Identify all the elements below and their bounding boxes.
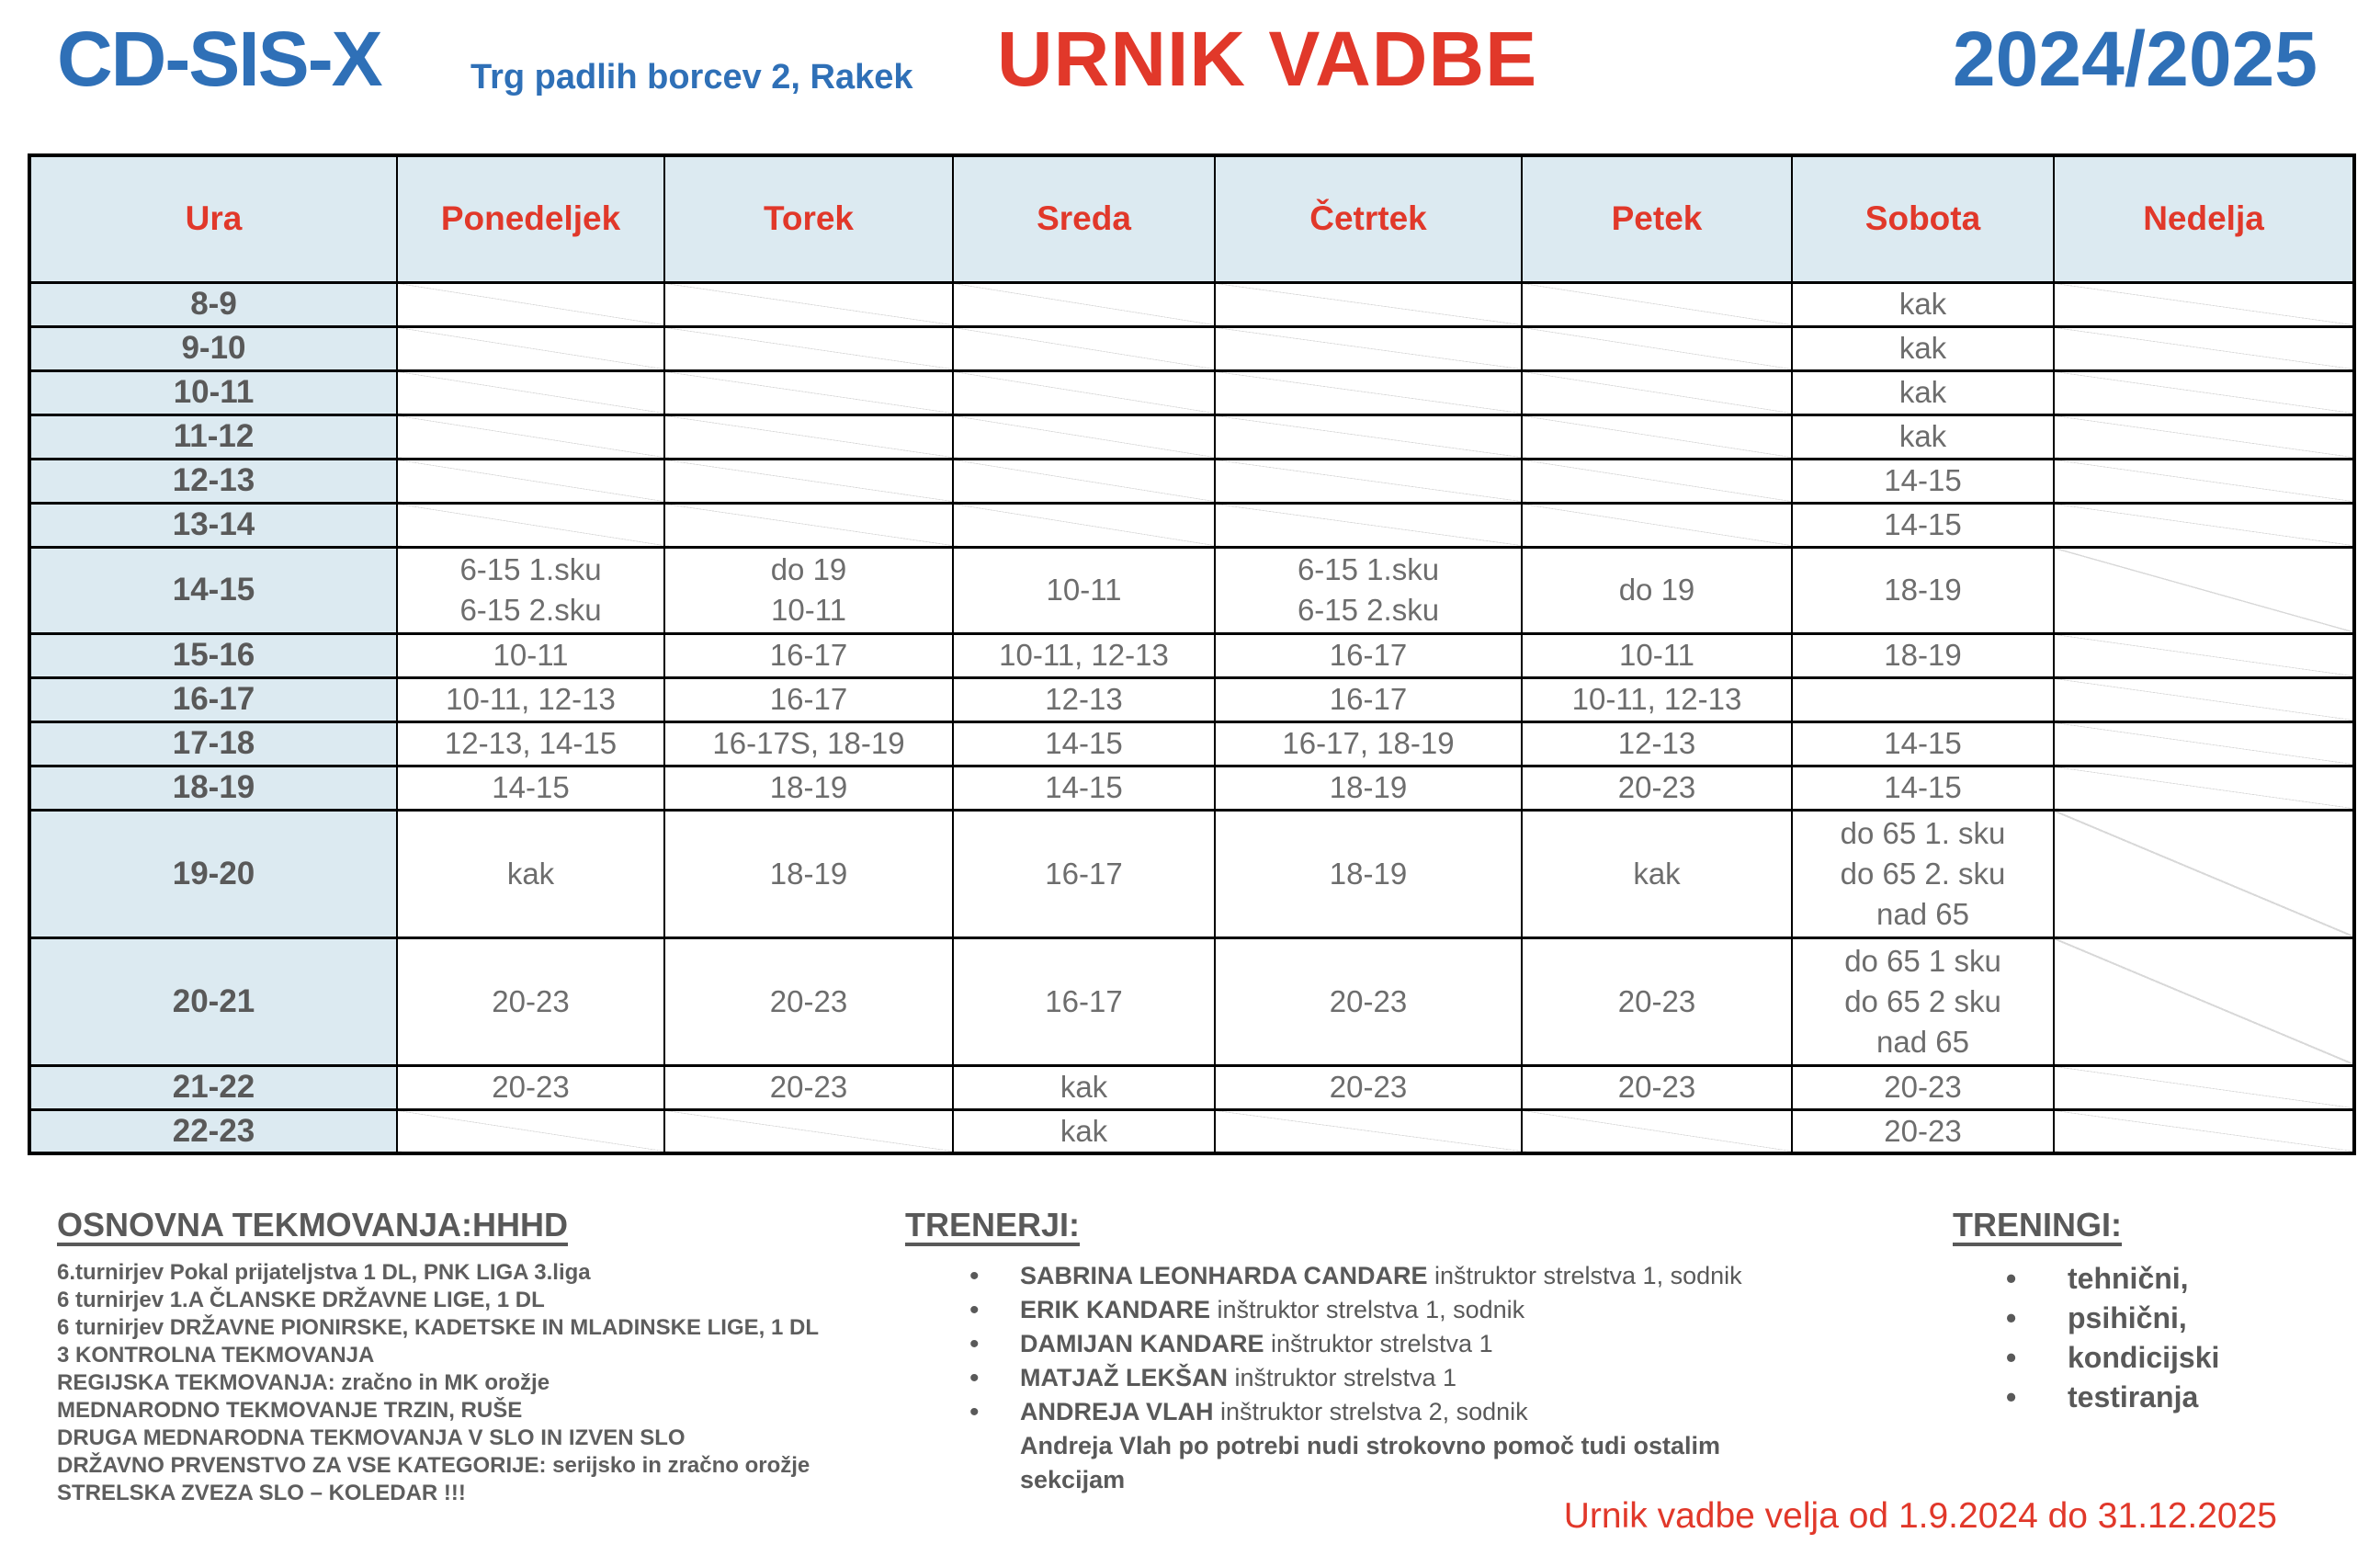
schedule-cell-line: 12-13: [1617, 726, 1696, 760]
schedule-cell: [2054, 937, 2354, 1065]
schedule-cell-line: 18-19: [1884, 573, 1962, 607]
schedule-cell: [1792, 370, 2054, 414]
schedule-cell: [1522, 459, 1792, 503]
schedule-header-row: [29, 155, 2354, 282]
schedule-row: [29, 282, 2354, 326]
schedule-cell-line: 14-15: [1884, 463, 1962, 497]
schedule-cell: [664, 326, 953, 370]
time-label: 18-19: [29, 766, 397, 810]
schedule-cell-line: do 19: [770, 552, 847, 586]
trainer-item: [905, 1293, 1925, 1327]
competitions-section: [57, 1206, 902, 1507]
schedule-cell: [1792, 282, 2054, 326]
schedule-cell: [664, 1109, 953, 1153]
schedule-row: [29, 677, 2354, 721]
schedule-cell-line: nad 65: [1876, 896, 1969, 931]
time-label: 11-12: [29, 414, 397, 459]
day-header: Sobota: [1792, 155, 2054, 282]
training-item: • psihični,: [1953, 1299, 2348, 1338]
schedule-cell: [1522, 677, 1792, 721]
time-label: 20-21: [29, 937, 397, 1065]
schedule-body: [29, 282, 2354, 1153]
time-label: 21-22: [29, 1065, 397, 1109]
schedule-row: [29, 459, 2354, 503]
schedule-cell: [953, 503, 1215, 547]
schedule-cell: [1792, 1109, 2054, 1153]
schedule-cell-line: 10-11, 12-13: [1571, 682, 1742, 716]
schedule-row: [29, 810, 2354, 937]
schedule-cell-line: kak: [1060, 1113, 1108, 1148]
schedule-cell: [1792, 326, 2054, 370]
schedule-cell-line: 20-23: [769, 1070, 848, 1104]
time-label: 22-23: [29, 1109, 397, 1153]
schedule-cell: [1522, 503, 1792, 547]
schedule-cell: [1522, 766, 1792, 810]
trainer-role: inštruktor strelstva 1, sodnik: [1217, 1296, 1525, 1323]
schedule-cell: [664, 633, 953, 677]
schedule-cell: [2054, 633, 2354, 677]
schedule-cell-line: do 65 1 sku: [1844, 943, 2001, 978]
time-label: 14-15: [29, 547, 397, 633]
trainers-heading: TRENERJI:: [905, 1206, 1081, 1243]
schedule-cell-line: 18-19: [1884, 638, 1962, 672]
schedule-cell: [664, 547, 953, 633]
schedule-cell: [397, 721, 664, 766]
schedule-cell-line: 20-23: [1617, 983, 1696, 1018]
schedule-cell-line: 20-23: [1884, 1113, 1962, 1148]
day-header: Petek: [1522, 155, 1792, 282]
schedule-cell-line: 16-17: [769, 682, 848, 716]
trainings-list: [1953, 1259, 2348, 1417]
competition-item: DRŽAVNO PRVENSTVO ZA VSE KATEGORIJE: serijsko in zračno orožje: [57, 1453, 810, 1478]
schedule-cell-line: kak: [1898, 287, 1947, 321]
schedule-cell: [1792, 547, 2054, 633]
schedule-cell-line: 16-17: [1045, 983, 1123, 1018]
schedule-cell: [1215, 677, 1522, 721]
trainer-item: [905, 1259, 1925, 1293]
schedule-cell: [664, 810, 953, 937]
schedule-cell: [953, 459, 1215, 503]
schedule-cell-line: 20-23: [492, 1070, 570, 1104]
trainer-item: [905, 1327, 1925, 1361]
schedule-cell: [1522, 633, 1792, 677]
schedule-cell-line: 14-15: [1884, 507, 1962, 541]
schedule-cell: [397, 1065, 664, 1109]
schedule-cell: [397, 547, 664, 633]
trainers-section: [905, 1206, 1925, 1497]
schedule-cell-line: kak: [1633, 856, 1681, 891]
schedule-row: [29, 937, 2354, 1065]
schedule-cell: [1792, 503, 2054, 547]
competition-item: STRELSKA ZVEZA SLO – KOLEDAR !!!: [57, 1481, 466, 1505]
schedule-cell-line: 14-15: [492, 770, 570, 804]
schedule-cell: [664, 282, 953, 326]
schedule-cell: [397, 766, 664, 810]
schedule-cell: [1792, 810, 2054, 937]
training-item: • testiranja: [1953, 1378, 2348, 1417]
schedule-cell-line: kak: [1060, 1070, 1108, 1104]
competition-item: 6 turnirjev DRŽAVNE PIONIRSKE, KADETSKE IN MLADINSKE LIGE, 1 DL: [57, 1315, 819, 1340]
day-header: Ponedeljek: [397, 155, 664, 282]
schedule-cell: [953, 414, 1215, 459]
schedule-cell: [953, 547, 1215, 633]
schedule-cell: [397, 282, 664, 326]
trainings-heading: TRENINGI:: [1953, 1206, 2122, 1243]
day-header: Četrtek: [1215, 155, 1522, 282]
competition-item: MEDNARODNO TEKMOVANJE TRZIN, RUŠE: [57, 1398, 523, 1423]
schedule-cell: [1522, 282, 1792, 326]
schedule-cell-line: 16-17S, 18-19: [712, 726, 905, 760]
schedule-cell: [953, 1065, 1215, 1109]
schedule-cell-line: 20-23: [1884, 1070, 1962, 1104]
schedule-cell-line: 18-19: [769, 856, 848, 891]
schedule-cell: [397, 810, 664, 937]
schedule-cell-line: 20-23: [1617, 770, 1696, 804]
day-header: Nedelja: [2054, 155, 2354, 282]
schedule-cell: [953, 1109, 1215, 1153]
schedule-row: [29, 633, 2354, 677]
schedule-cell: [1215, 937, 1522, 1065]
season-label: 2024/2025: [1952, 16, 2318, 102]
schedule-cell-line: 16-17, 18-19: [1282, 726, 1455, 760]
schedule-row: [29, 503, 2354, 547]
schedule-cell-line: 14-15: [1884, 770, 1962, 804]
schedule-cell: [1215, 370, 1522, 414]
trainer-role: inštruktor strelstva 1: [1271, 1330, 1493, 1357]
competition-item: 6.turnirjev Pokal prijateljstva 1 DL, PNK LIGA 3.liga: [57, 1260, 591, 1285]
schedule-cell: [2054, 547, 2354, 633]
club-name: CD-SIS-X: [57, 16, 381, 102]
schedule-cell: [1215, 633, 1522, 677]
schedule-cell: [1522, 547, 1792, 633]
schedule-cell: [1792, 766, 2054, 810]
training-item: • kondicijski: [1953, 1338, 2348, 1378]
club-address: Trg padlih borcev 2, Rakek: [470, 58, 913, 96]
time-label: 17-18: [29, 721, 397, 766]
schedule-cell-line: 12-13, 14-15: [444, 726, 618, 760]
trainer-name: ANDREJA VLAH: [1020, 1398, 1221, 1425]
schedule-cell: [2054, 810, 2354, 937]
schedule-cell-line: 10-11: [493, 638, 569, 672]
schedule-cell: [1215, 766, 1522, 810]
schedule-cell-line: kak: [1898, 375, 1947, 409]
schedule-cell-line: 16-17: [769, 638, 848, 672]
schedule-cell-line: 18-19: [1329, 770, 1408, 804]
trainers-note: Andreja Vlah po potrebi nudi strokovno pomoč tudi ostalim sekcijam: [1020, 1432, 1721, 1493]
schedule-cell: [953, 370, 1215, 414]
schedule-row: [29, 766, 2354, 810]
schedule-cell-line: 6-15 1.sku: [1297, 552, 1440, 586]
schedule-cell: [1522, 370, 1792, 414]
schedule-cell: [1522, 326, 1792, 370]
schedule-cell-line: 20-23: [1329, 1070, 1408, 1104]
schedule-cell: [953, 721, 1215, 766]
trainer-item: [905, 1361, 1925, 1395]
trainers-list: [905, 1259, 1925, 1429]
schedule-cell: [1522, 1065, 1792, 1109]
schedule-row: [29, 1109, 2354, 1153]
schedule-cell-line: 20-23: [769, 983, 848, 1018]
schedule-cell-line: 10-11: [771, 593, 846, 627]
schedule-cell-line: 10-11, 12-13: [446, 682, 616, 716]
time-label: 19-20: [29, 810, 397, 937]
schedule-cell: [953, 677, 1215, 721]
trainer-name: SABRINA LEONHARDA CANDARE: [1020, 1262, 1434, 1289]
schedule-cell: [2054, 721, 2354, 766]
schedule-cell: [1215, 414, 1522, 459]
schedule-cell: [2054, 370, 2354, 414]
schedule-cell-line: 16-17: [1045, 856, 1123, 891]
page-title: URNIK VADBE: [997, 16, 1538, 102]
schedule-cell: [664, 414, 953, 459]
schedule-cell: [397, 503, 664, 547]
schedule-cell: [1522, 810, 1792, 937]
schedule-row: [29, 547, 2354, 633]
schedule-cell-line: 10-11: [1619, 638, 1694, 672]
schedule-cell: [397, 1109, 664, 1153]
schedule-cell: [953, 937, 1215, 1065]
trainings-section: [1953, 1206, 2348, 1417]
schedule-cell: [2054, 326, 2354, 370]
schedule-cell: [1215, 1065, 1522, 1109]
schedule-cell: [1792, 1065, 2054, 1109]
time-label: 12-13: [29, 459, 397, 503]
trainer-role: inštruktor strelstva 2, sodnik: [1220, 1398, 1528, 1425]
time-label: 10-11: [29, 370, 397, 414]
time-label: 9-10: [29, 326, 397, 370]
schedule-cell: [1215, 1109, 1522, 1153]
schedule-cell-line: 6-15 1.sku: [459, 552, 602, 586]
schedule-cell: [1522, 937, 1792, 1065]
time-column-header: Ura: [29, 155, 397, 282]
schedule-cell: [1792, 721, 2054, 766]
schedule-cell-line: 20-23: [1329, 983, 1408, 1018]
schedule-table: [28, 153, 2356, 1155]
schedule-row: [29, 1065, 2354, 1109]
trainer-name: MATJAŽ LEKŠAN: [1020, 1364, 1235, 1391]
schedule-row: [29, 414, 2354, 459]
day-header: Torek: [664, 155, 953, 282]
schedule-cell-line: 14-15: [1045, 770, 1123, 804]
schedule-cell-line: 10-11, 12-13: [999, 638, 1169, 672]
schedule-cell-line: 18-19: [769, 770, 848, 804]
schedule-cell: [397, 633, 664, 677]
schedule-cell-line: 6-15 2.sku: [1297, 593, 1440, 627]
schedule-cell-line: nad 65: [1876, 1024, 1969, 1059]
schedule-cell: [664, 677, 953, 721]
schedule-cell: [397, 459, 664, 503]
schedule-cell: [397, 414, 664, 459]
schedule-cell: [397, 677, 664, 721]
time-label: 15-16: [29, 633, 397, 677]
schedule-cell: [664, 459, 953, 503]
schedule-cell-line: do 19: [1618, 573, 1695, 607]
schedule-cell: [953, 282, 1215, 326]
trainer-name: DAMIJAN KANDARE: [1020, 1330, 1272, 1357]
schedule-cell: [2054, 1109, 2354, 1153]
schedule-cell-line: 6-15 2.sku: [459, 593, 602, 627]
schedule-row: [29, 721, 2354, 766]
competition-item: 6 turnirjev 1.A ČLANSKE DRŽAVNE LIGE, 1 DL: [57, 1288, 545, 1312]
schedule-cell-line: 14-15: [1045, 726, 1123, 760]
competitions-list: [57, 1259, 902, 1507]
schedule-cell: [2054, 677, 2354, 721]
schedule-cell-line: kak: [1898, 331, 1947, 365]
schedule-cell: [953, 810, 1215, 937]
trainer-name: ERIK KANDARE: [1020, 1296, 1218, 1323]
schedule-cell: [1215, 503, 1522, 547]
schedule-cell: [2054, 414, 2354, 459]
time-label: 13-14: [29, 503, 397, 547]
competitions-heading: OSNOVNA TEKMOVANJA:HHHD: [57, 1206, 569, 1243]
schedule-cell-line: do 65 2 sku: [1844, 983, 2001, 1018]
schedule-cell: [953, 633, 1215, 677]
schedule-cell: [664, 937, 953, 1065]
competition-item: 3 KONTROLNA TEKMOVANJA: [57, 1343, 375, 1368]
schedule-cell-line: 16-17: [1329, 682, 1408, 716]
trainer-role: inštruktor strelstva 1: [1234, 1364, 1457, 1391]
schedule-cell: [1792, 414, 2054, 459]
schedule-cell: [1792, 459, 2054, 503]
schedule-cell: [1522, 414, 1792, 459]
schedule-cell: [1215, 810, 1522, 937]
time-label: 16-17: [29, 677, 397, 721]
schedule-cell-line: 18-19: [1329, 856, 1408, 891]
day-header: Sreda: [953, 155, 1215, 282]
schedule-cell: [2054, 766, 2354, 810]
schedule-row: [29, 370, 2354, 414]
schedule-cell-line: do 65 1. sku: [1840, 815, 2006, 850]
schedule-cell: [1792, 937, 2054, 1065]
schedule-cell: [953, 326, 1215, 370]
schedule-head: [29, 155, 2354, 282]
schedule-cell: [1792, 633, 2054, 677]
schedule-cell-line: 10-11: [1046, 573, 1122, 607]
schedule-cell: [1215, 459, 1522, 503]
time-label: 8-9: [29, 282, 397, 326]
schedule-cell: [2054, 282, 2354, 326]
schedule-cell: [664, 766, 953, 810]
schedule-cell: [1792, 677, 2054, 721]
competition-item: REGIJSKA TEKMOVANJA: zračno in MK orožje: [57, 1370, 550, 1395]
schedule-cell-line: kak: [506, 856, 555, 891]
schedule-cell-line: 14-15: [1884, 726, 1962, 760]
schedule-cell: [664, 721, 953, 766]
schedule-cell-line: 20-23: [1617, 1070, 1696, 1104]
schedule-cell: [397, 326, 664, 370]
schedule-cell-line: do 65 2. sku: [1840, 856, 2006, 891]
training-item: • tehnični,: [1953, 1259, 2348, 1299]
competition-item: DRUGA MEDNARODNA TEKMOVANJA V SLO IN IZVEN SLO: [57, 1425, 686, 1450]
schedule-cell: [664, 503, 953, 547]
schedule-cell: [953, 766, 1215, 810]
trainer-role: inštruktor strelstva 1, sodnik: [1434, 1262, 1742, 1289]
schedule-cell: [1215, 326, 1522, 370]
schedule-cell: [1215, 282, 1522, 326]
schedule-cell: [664, 370, 953, 414]
schedule-cell-line: 12-13: [1045, 682, 1123, 716]
schedule-cell: [1522, 1109, 1792, 1153]
schedule-cell: [2054, 1065, 2354, 1109]
schedule-cell: [664, 1065, 953, 1109]
schedule-row: [29, 326, 2354, 370]
schedule-cell: [2054, 503, 2354, 547]
schedule-cell: [1215, 721, 1522, 766]
schedule-cell: [397, 370, 664, 414]
schedule-cell-line: kak: [1898, 419, 1947, 453]
schedule-cell-line: 16-17: [1329, 638, 1408, 672]
schedule-cell: [397, 937, 664, 1065]
schedule-cell: [1215, 547, 1522, 633]
schedule-cell-line: 20-23: [492, 983, 570, 1018]
schedule-cell: [2054, 459, 2354, 503]
trainer-item: [905, 1395, 1925, 1429]
schedule-cell: [1522, 721, 1792, 766]
validity-note: Urnik vadbe velja od 1.9.2024 do 31.12.2025: [1563, 1496, 2277, 1536]
